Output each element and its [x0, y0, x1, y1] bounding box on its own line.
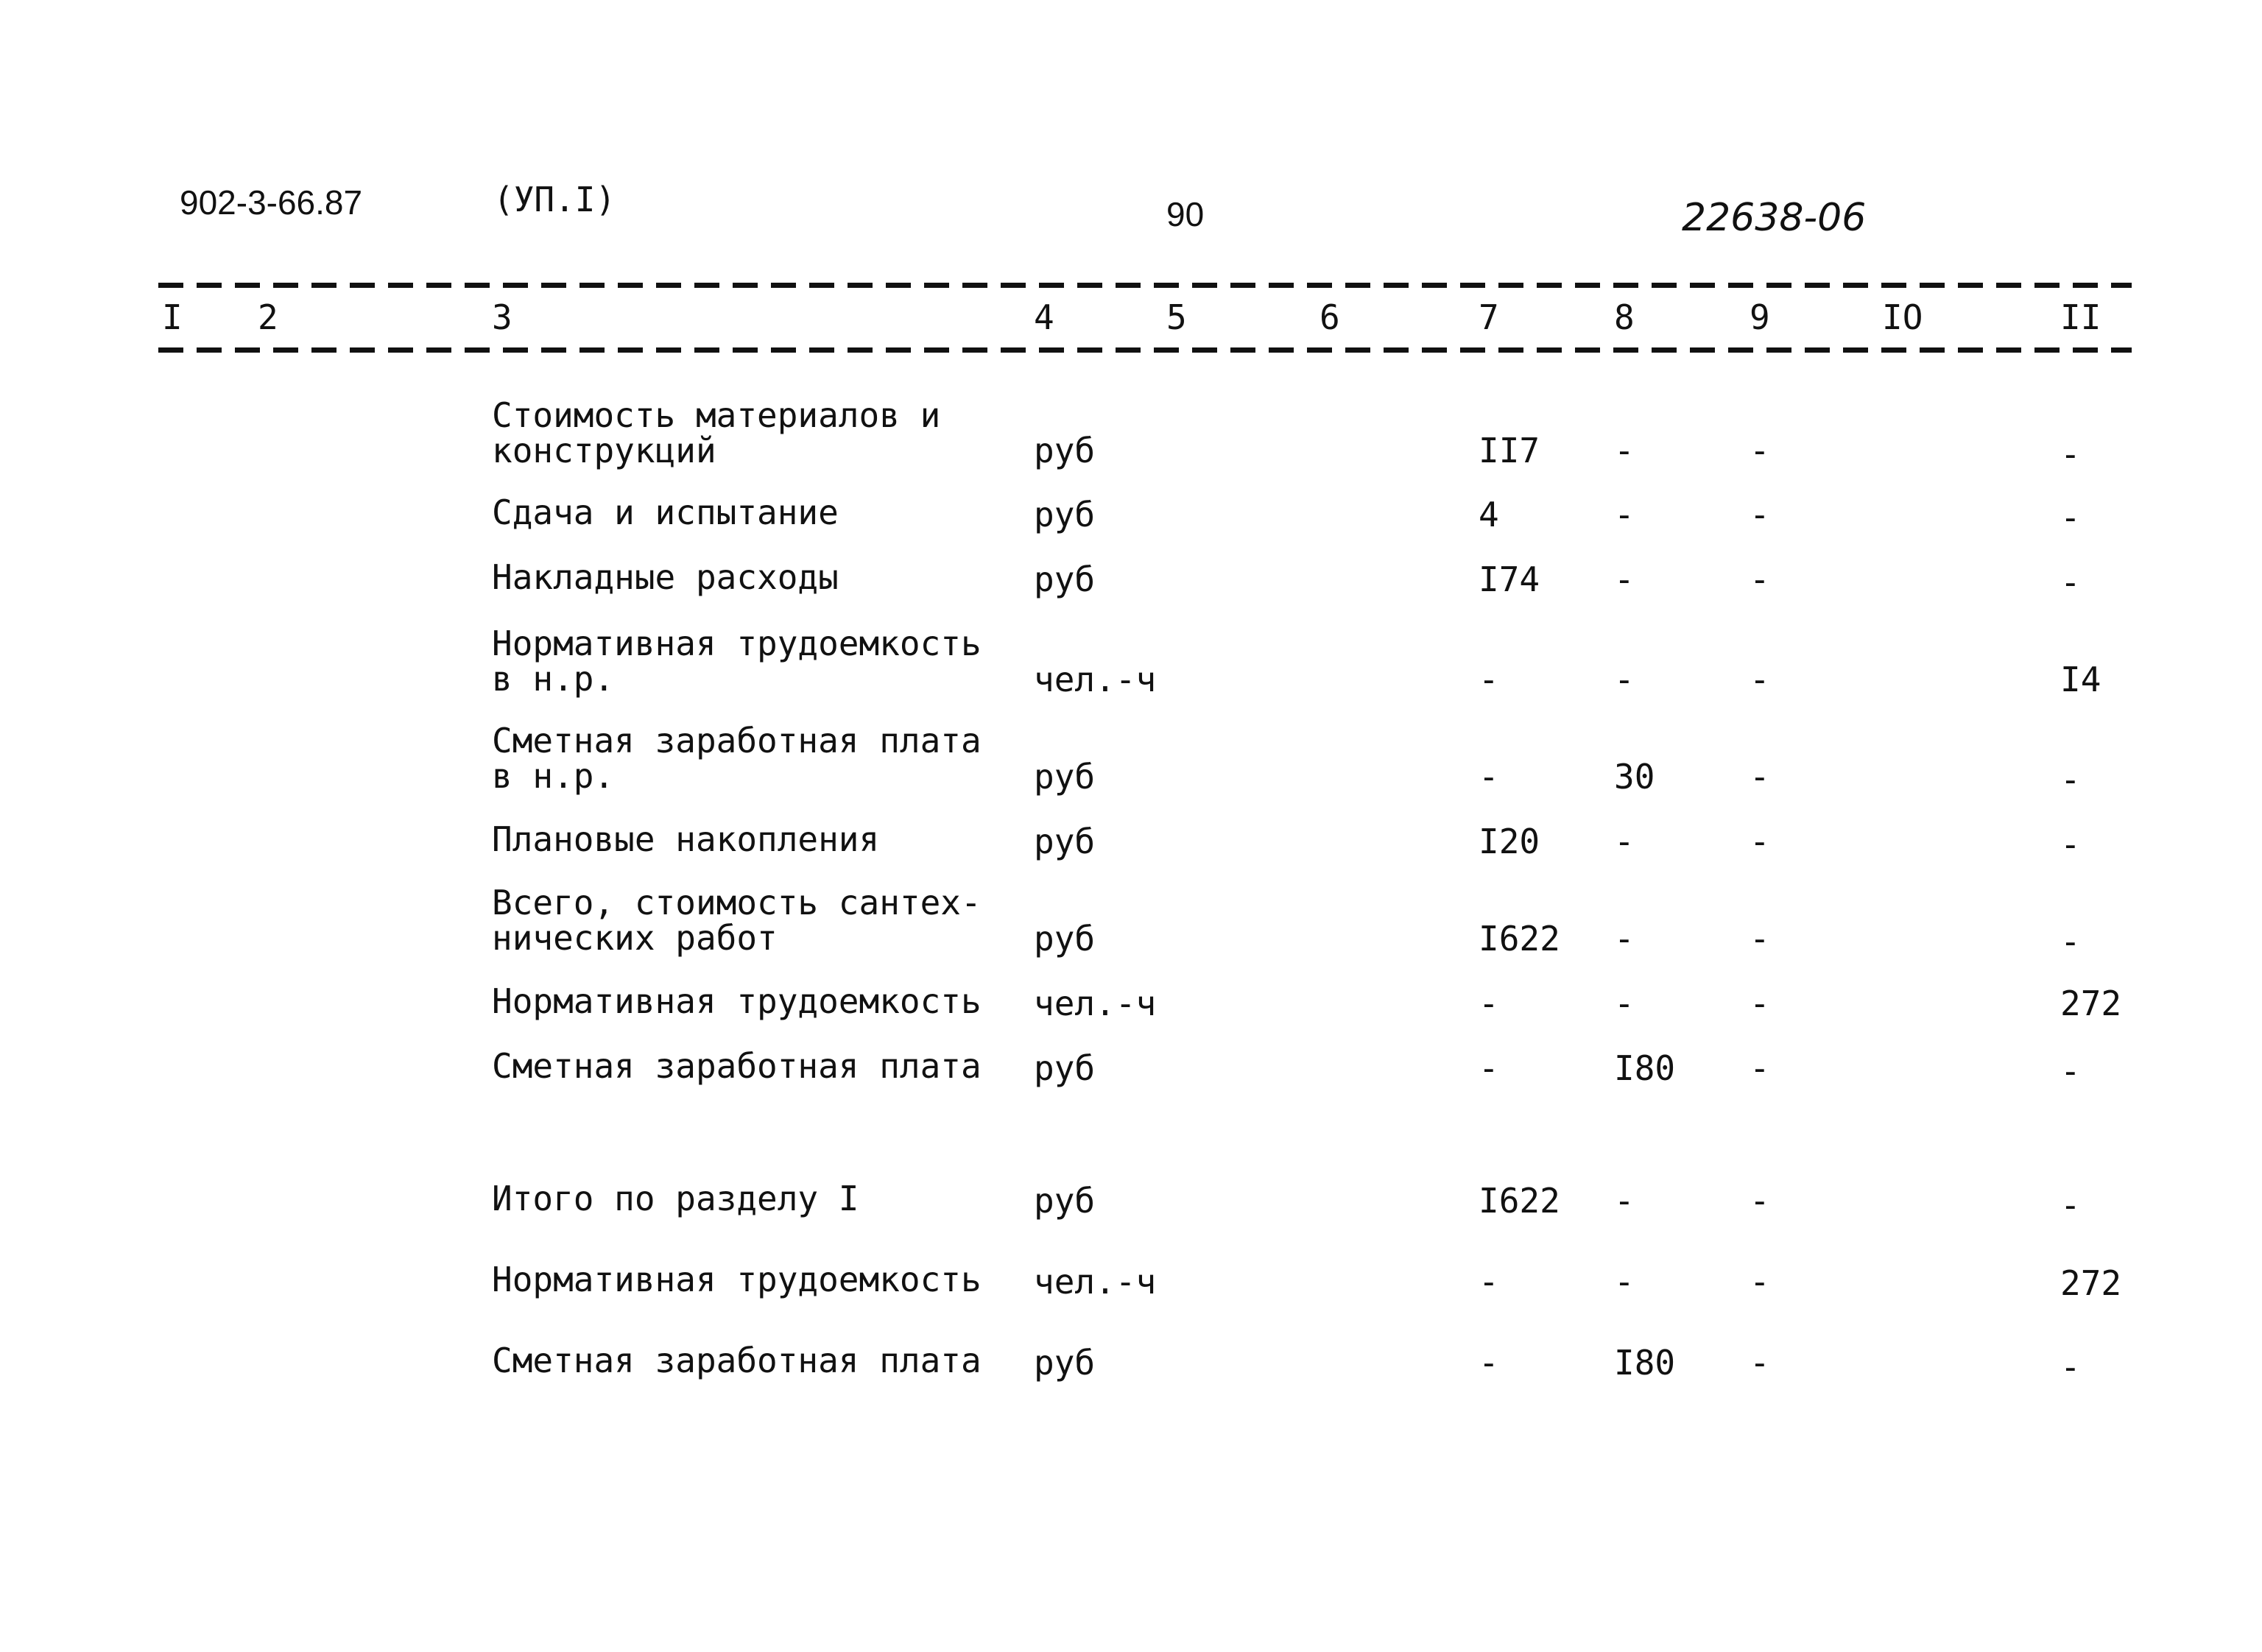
cell-col-9: - — [1750, 757, 1770, 797]
row-description: Сметная заработная плата — [492, 1341, 982, 1380]
row-description: Нормативная трудоемкость — [492, 981, 982, 1021]
row-unit: руб — [1034, 1048, 1096, 1088]
cell-col-7: - — [1479, 1262, 1499, 1302]
cell-col-8: - — [1614, 1262, 1635, 1302]
cell-col-8: 30 — [1614, 757, 1655, 797]
row-unit: руб — [1034, 495, 1096, 534]
row-description: Сметная заработная плата — [492, 1046, 982, 1086]
row-unit: руб — [1034, 919, 1096, 959]
cell-col-9: - — [1750, 984, 1770, 1023]
cell-col-11: I4 — [2060, 660, 2101, 699]
cell-col-9: - — [1750, 560, 1770, 599]
row-unit: чел.-ч — [1034, 1262, 1157, 1302]
cell-col-11: - — [2060, 1051, 2081, 1091]
cell-col-7: I74 — [1479, 560, 1540, 599]
cell-col-7: II7 — [1479, 431, 1540, 470]
cell-col-8: - — [1614, 660, 1635, 699]
cell-col-8: - — [1614, 495, 1635, 534]
cell-col-8: - — [1614, 560, 1635, 599]
row-description: Нормативная трудоемкость — [492, 1260, 982, 1299]
row-unit: руб — [1034, 757, 1096, 797]
cell-col-11: - — [2060, 562, 2081, 602]
row-unit: руб — [1034, 431, 1096, 470]
cell-col-11: 272 — [2060, 984, 2122, 1023]
column-header: 7 — [1479, 297, 1499, 337]
cell-col-9: - — [1750, 495, 1770, 534]
cell-col-7: - — [1479, 757, 1499, 797]
cell-col-11: - — [2060, 760, 2081, 799]
row-description: Плановые накопления — [492, 819, 880, 859]
cell-col-9: - — [1750, 1048, 1770, 1088]
row-unit: руб — [1034, 822, 1096, 861]
column-header: 6 — [1320, 297, 1340, 337]
cell-col-8: - — [1614, 984, 1635, 1023]
cell-col-11: - — [2060, 1185, 2081, 1225]
row-description: Итого по разделу I — [492, 1179, 859, 1218]
cell-col-9: - — [1750, 822, 1770, 861]
row-description: Нормативная трудоемкость в н.р. — [492, 624, 982, 699]
cell-col-7: - — [1479, 1048, 1499, 1088]
sheet-code: 22638-06 — [1682, 196, 1867, 240]
row-description: Накладные расходы — [492, 557, 839, 597]
cell-col-9: - — [1750, 1262, 1770, 1302]
cell-col-11: - — [2060, 922, 2081, 961]
cell-col-11: 272 — [2060, 1263, 2122, 1303]
row-description: Всего, стоимость сантех- нических работ — [492, 883, 982, 958]
cell-col-8: I80 — [1614, 1048, 1676, 1088]
column-header: 8 — [1614, 297, 1635, 337]
cell-col-8: - — [1614, 919, 1635, 959]
row-unit: руб — [1034, 1181, 1096, 1221]
column-header: 9 — [1750, 297, 1770, 337]
cell-col-7: - — [1479, 984, 1499, 1023]
cell-col-8: I80 — [1614, 1343, 1676, 1383]
album-label: (УП.I) — [493, 180, 616, 219]
cell-col-11: - — [2060, 434, 2081, 474]
cell-col-8: - — [1614, 1181, 1635, 1221]
cell-col-7: - — [1479, 660, 1499, 699]
cell-col-7: - — [1479, 1343, 1499, 1383]
row-unit: чел.-ч — [1034, 984, 1157, 1023]
cell-col-9: - — [1750, 1181, 1770, 1221]
cell-col-8: - — [1614, 431, 1635, 470]
column-header: 2 — [258, 297, 278, 337]
document-code: 902-3-66.87 — [180, 183, 363, 222]
column-header: I — [162, 297, 183, 337]
cell-col-9: - — [1750, 431, 1770, 470]
cell-col-9: - — [1750, 919, 1770, 959]
column-header: 5 — [1166, 297, 1187, 337]
row-description: Стоимость материалов и конструкций — [492, 395, 941, 470]
column-header: II — [2060, 297, 2101, 337]
table-top-rule — [158, 283, 2132, 288]
cell-col-11: - — [2060, 498, 2081, 537]
cell-col-9: - — [1750, 660, 1770, 699]
column-header: 4 — [1034, 297, 1054, 337]
page-number: 90 — [1166, 195, 1205, 233]
cell-col-7: I622 — [1479, 1181, 1560, 1221]
row-unit: руб — [1034, 1343, 1096, 1383]
cell-col-11: - — [2060, 825, 2081, 864]
cell-col-9: - — [1750, 1343, 1770, 1383]
cell-col-7: I20 — [1479, 822, 1540, 861]
cell-col-7: I622 — [1479, 919, 1560, 959]
column-header: 3 — [492, 297, 512, 337]
cell-col-11: - — [2060, 1347, 2081, 1387]
row-description: Сдача и испытание — [492, 493, 839, 532]
table-header-rule — [158, 347, 2132, 353]
row-unit: руб — [1034, 560, 1096, 599]
cell-col-7: 4 — [1479, 495, 1499, 534]
row-unit: чел.-ч — [1034, 660, 1157, 699]
cell-col-8: - — [1614, 822, 1635, 861]
column-header: IO — [1882, 297, 1923, 337]
row-description: Сметная заработная плата в н.р. — [492, 721, 982, 796]
